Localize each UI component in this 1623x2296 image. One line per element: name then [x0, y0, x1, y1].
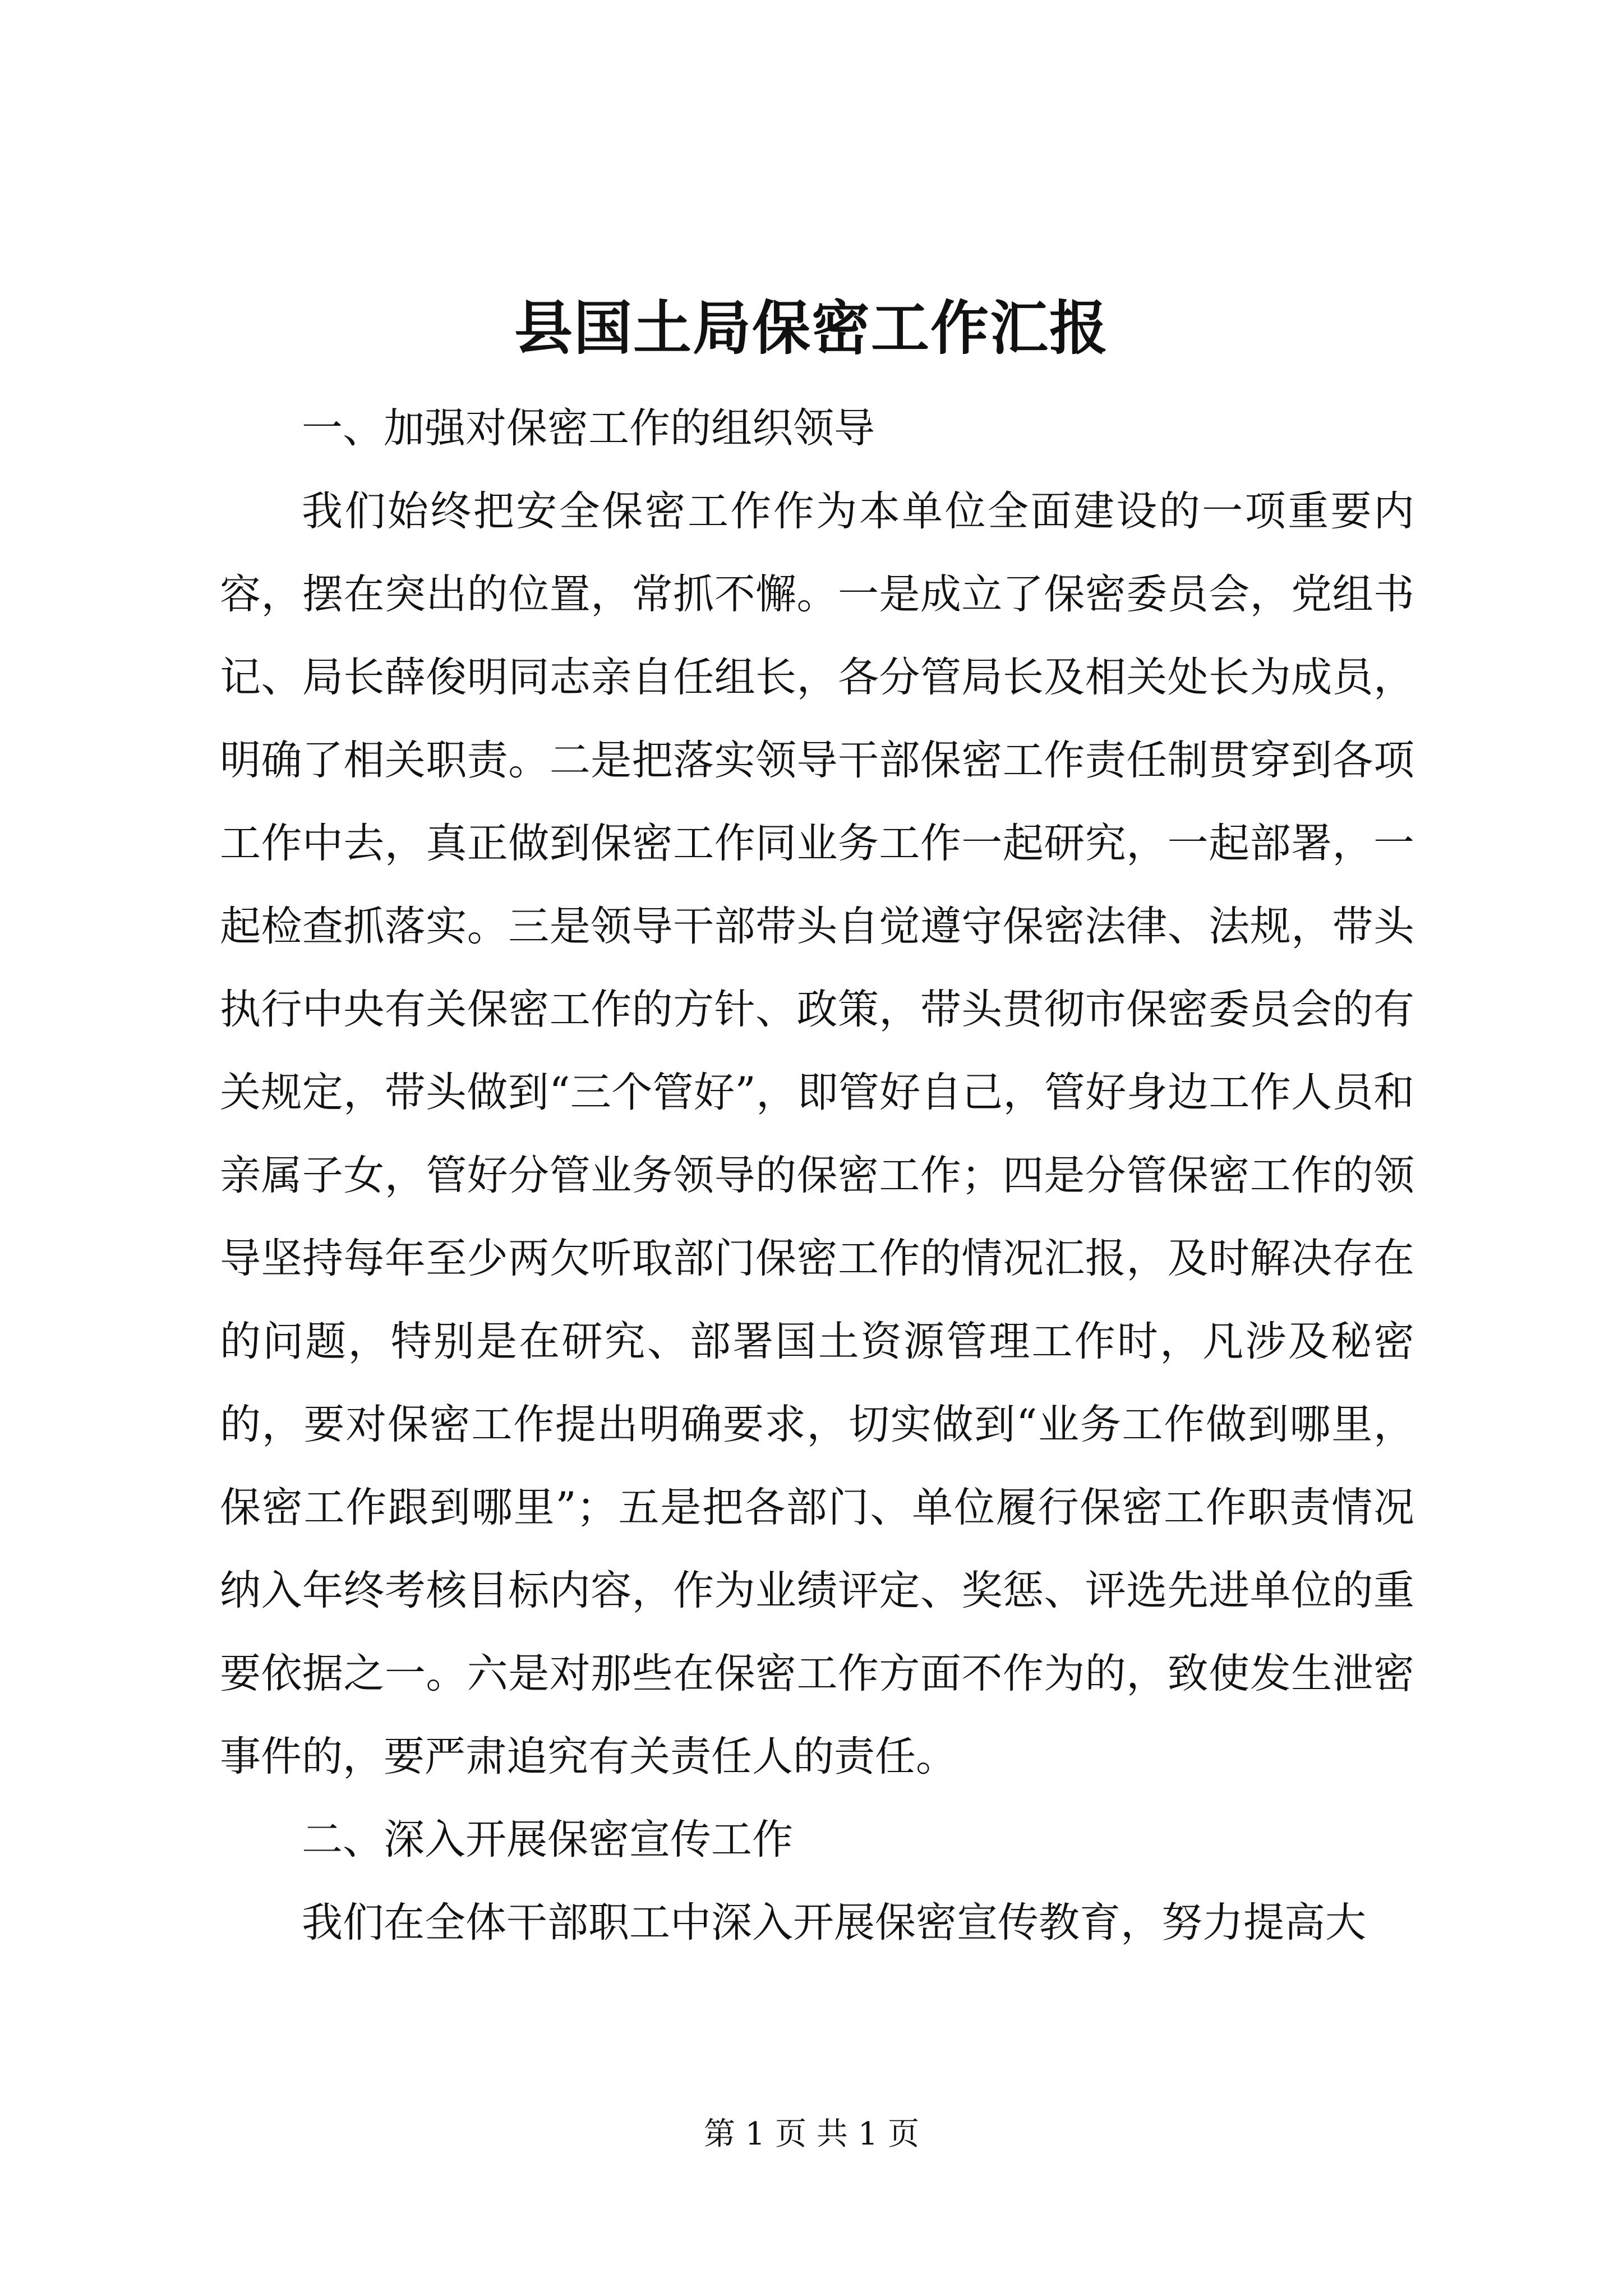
section-heading-1: 一、加强对保密工作的组织领导 — [302, 404, 875, 452]
section-heading-2: 二、深入开展保密宣传工作 — [302, 1816, 793, 1864]
document-body — [220, 387, 1414, 1964]
section-paragraph-1: 我们始终把安全保密工作作为本单位全面建设的一项重要内容，摆在突出的位置，常抓不懈。一是成立了保密委员会，党组书记、局长薛俊明同志亲自任组长，各分管局长及相关处长为成员，明确了相关职责。二是把落实领导干部保密工作责任制贯穿到各项工作中去，真正做到保密工作同业务工作一起研究，一起部署，一起检查抓落实。三是领导干部带头自觉遵守保密法律、法规，带头执行中央有关保密工作的方针、政策，带头贯彻市保密委员会的有关规定，带头做到“三个管好”，即管好自己，管好身边工作人员和亲属子女，管好分管业务领导的保密工作；四是分管保密工作的领导坚持每年至少两欠听取部门保密工作的情况汇报，及时解决存在的问题，特别是在研究、部署国土资源管理工作时，凡涉及秘密的，要对保密工作提出明确要求，切实做到“业务工作做到哪里，保密工作跟到哪里”；五是把各部门、单位履行保密工作职责情况纳入年终考核目标内容，作为业绩评定、奖惩、评选先进单位的重要依据之一。六是对那些在保密工作方面不作为的，致使发生泄密事件的，要严肃追究有关责任人的责任。 — [220, 487, 1414, 1780]
document-title: 县国土局保密工作汇报 — [514, 293, 1109, 362]
page-number-label: 第 1 页 共 1 页 — [703, 2116, 920, 2152]
section-paragraph-2: 我们在全体干部职工中深入开展保密宣传教育，努力提高大 — [302, 1899, 1366, 1947]
page-footer — [0, 2115, 1623, 2154]
